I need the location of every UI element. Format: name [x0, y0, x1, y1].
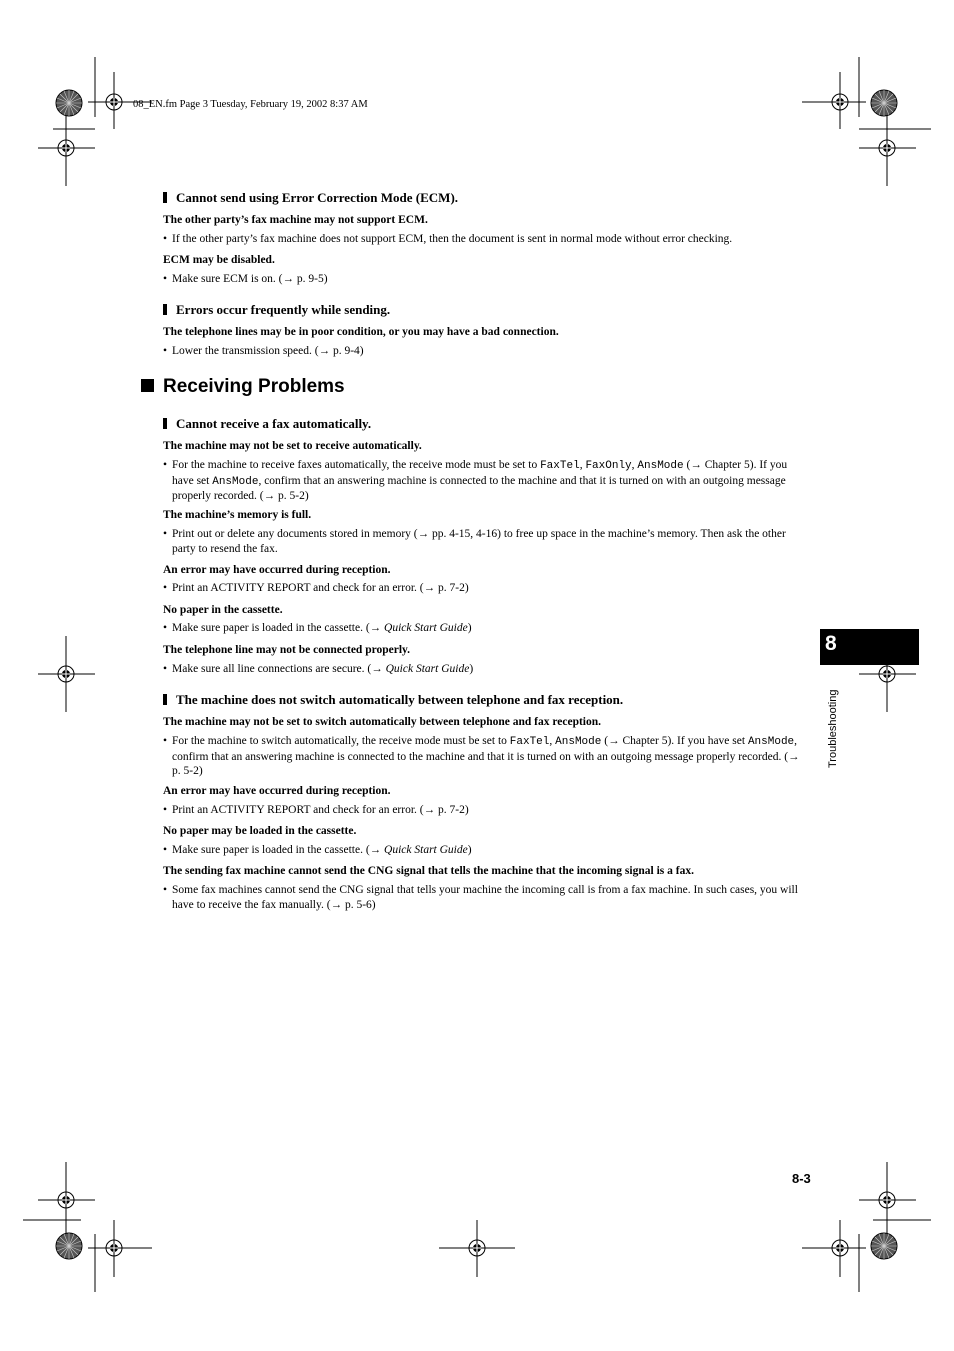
mode-faxtel: FaxTel: [509, 736, 550, 748]
bullet-text: Print an ACTIVITY REPORT and check for an error. (→ p. 7-2): [172, 804, 469, 816]
bullet-item: [163, 344, 810, 359]
bullet-glyph: •: [163, 459, 168, 471]
bullet-item: [163, 734, 810, 779]
bullet-text: Make sure ECM is on. (→ p. 9-5): [172, 273, 328, 285]
bullet-item: [163, 527, 810, 556]
subheading-no-switch: [163, 692, 623, 708]
section-title: Receiving Problems: [163, 376, 345, 397]
bullet-item: [163, 581, 810, 596]
bullet-text: Make sure paper is loaded in the cassette. (→ Quick Start Guide): [172, 622, 472, 634]
bullet-glyph: •: [163, 345, 168, 357]
subheading-errors: [163, 302, 390, 318]
bullet-item: [163, 803, 810, 818]
subheading-cannot-receive-text: Cannot receive a fax automatically.: [176, 416, 372, 431]
chapter-label: Troubleshooting: [827, 689, 839, 768]
bullet-text: Lower the transmission speed. (→ p. 9-4): [172, 345, 364, 357]
bullet-text: Make sure all line connections are secure. (→ Quick Start Guide): [172, 663, 474, 675]
subheading-marker: [163, 304, 167, 315]
subheading-ecm-text: Cannot send using Error Correction Mode (ECM).: [176, 190, 459, 205]
cause-heading: The machine’s memory is full.: [163, 509, 312, 521]
cause-heading: ECM may be disabled.: [163, 254, 275, 266]
guide-reference: Quick Start Guide: [385, 663, 470, 675]
guide-reference: Quick Start Guide: [384, 622, 468, 634]
bullet-glyph: •: [163, 844, 168, 856]
bullet-item: [163, 662, 810, 677]
cause-heading: An error may have occurred during reception.: [163, 785, 391, 797]
mode-ansmode: AnsMode: [637, 460, 684, 472]
section-square-icon: [141, 379, 154, 392]
subheading-cannot-receive: [163, 416, 371, 432]
bullet-glyph: •: [163, 804, 168, 816]
cause-heading: No paper may be loaded in the cassette.: [163, 825, 357, 837]
mode-faxonly: FaxOnly: [585, 460, 632, 472]
subheading-marker: [163, 694, 167, 705]
mode-ansmode: AnsMode: [212, 475, 259, 488]
page-number: 8-3: [792, 1171, 811, 1186]
bullet-glyph: •: [163, 622, 168, 634]
bullet-glyph: •: [163, 528, 168, 540]
cause-heading: The telephone lines may be in poor condition, or you may have a bad connection.: [163, 326, 559, 338]
guide-reference: Quick Start Guide: [384, 844, 468, 856]
chapter-tab: [820, 629, 919, 665]
bullet-text: Print an ACTIVITY REPORT and check for an error. (→ p. 7-2): [172, 582, 469, 594]
bullet-text: If the other party’s fax machine does not support ECM, then the document is sent in normal mode without error checking.: [172, 233, 733, 245]
bullet-glyph: •: [163, 735, 168, 747]
chapter-number: 8: [825, 632, 837, 655]
subheading-marker: [163, 418, 167, 429]
bullet-glyph: •: [163, 884, 168, 896]
mode-ansmode: AnsMode: [747, 736, 795, 748]
mode-ansmode: AnsMode: [555, 736, 602, 748]
cause-heading: The other party’s fax machine may not support ECM.: [163, 214, 428, 226]
bullet-item: [163, 458, 810, 504]
bullet-item: [163, 883, 810, 912]
cause-heading: An error may have occurred during reception.: [163, 564, 391, 576]
bullet-text: For the machine to receive faxes automatically, the receive mode must be set to FaxTel, FaxOnly, AnsMode (→ Chapter 5). If you have set AnsMode, confirm that an answering machine is connected to the machine and that it is turned on with an outgoing message properly recorded. (→ p. 5-2): [172, 459, 788, 502]
bullet-glyph: •: [163, 663, 168, 675]
bullet-item: [163, 621, 810, 636]
subheading-errors-text: Errors occur frequently while sending.: [176, 302, 391, 317]
cause-heading: The telephone line may not be connected properly.: [163, 644, 411, 656]
cause-heading: The machine may not be set to receive automatically.: [163, 440, 422, 452]
bullet-text: Some fax machines cannot send the CNG signal that tells your machine the incoming call is from a fax machine. In such cases, you will have to receive the fax manually. (→ p. 5-6): [172, 884, 798, 911]
mode-faxtel: FaxTel: [540, 460, 580, 472]
bullet-glyph: •: [163, 233, 168, 245]
bullet-item: [163, 843, 810, 858]
subheading-marker: [163, 192, 167, 203]
bullet-text: Print out or delete any documents stored in memory (→ pp. 4-15, 4-16) to free up space in the machine’s memory. Then ask the other party to resend the fax.: [172, 528, 786, 555]
bullet-text: For the machine to switch automatically, the receive mode must be set to FaxTel, AnsMode (→ Chapter 5). If you have set AnsMode, confirm that an answering machine is connected to the machine and that it is turned on with an outgoing message properly recorded. (→ p. 5-2): [172, 735, 800, 777]
cause-heading: The machine may not be set to switch automatically between telephone and fax reception.: [163, 716, 602, 728]
subheading-ecm: [163, 190, 458, 206]
bullet-text: Make sure paper is loaded in the cassette. (→ Quick Start Guide): [172, 844, 472, 856]
subheading-no-switch-text: The machine does not switch automatically between telephone and fax reception.: [176, 692, 624, 707]
bullet-item: [163, 232, 810, 247]
bullet-item: [163, 272, 810, 287]
section-heading: [141, 376, 345, 398]
bullet-glyph: •: [163, 582, 168, 594]
bullet-glyph: •: [163, 273, 168, 285]
cause-heading: The sending fax machine cannot send the CNG signal that tells the machine that the incoming signal is a fax.: [163, 865, 694, 877]
cause-heading: No paper in the cassette.: [163, 604, 283, 616]
file-slug: 08_EN.fm Page 3 Tuesday, February 19, 2002 8:37 AM: [133, 99, 368, 110]
